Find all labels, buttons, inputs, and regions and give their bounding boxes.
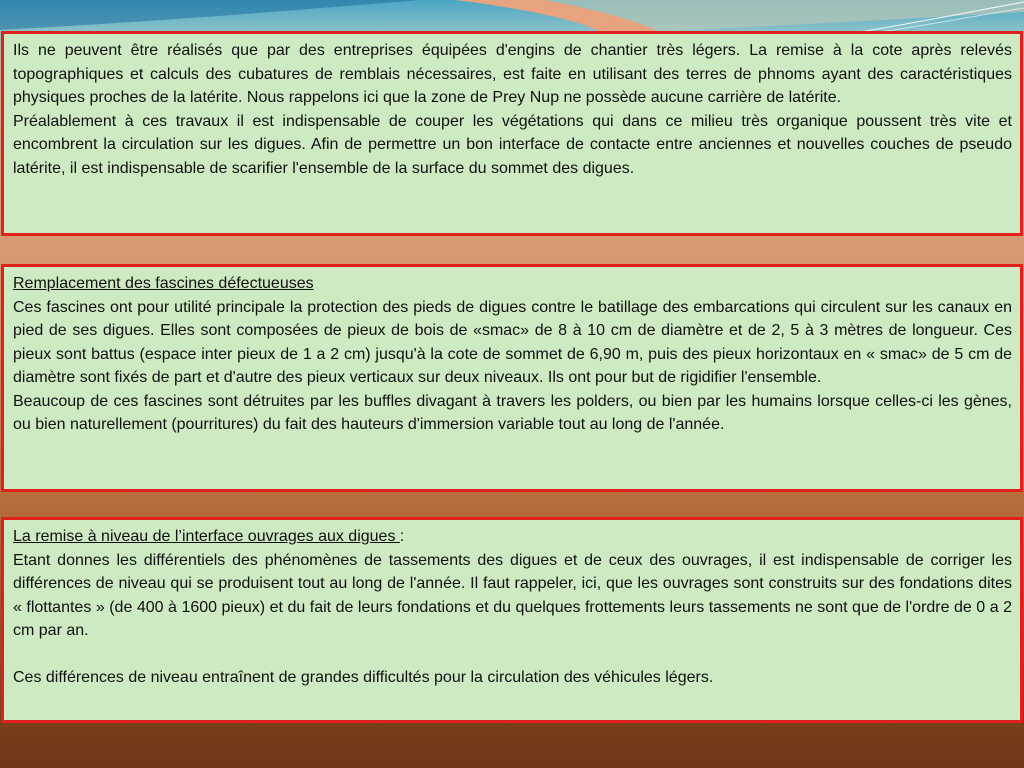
section-heading-text: Remplacement des fascines défectueuses [13,275,314,292]
decorative-swoosh-graphic [0,0,1024,32]
paragraph: Ces différences de niveau entraînent de grandes difficultés pour la circulation des véhicules légers. [13,669,714,686]
paragraph-spacer [13,643,1012,667]
section-heading-text: La remise à niveau de l’interface ouvrages aux digues [13,528,400,545]
paragraph: Préalablement à ces travaux il est indispensable de couper les végétations qui dans ce milieu très organique poussent très vite et encombrent la circulation sur les digues. Afin de permettre un bon interface de contacte entre anciennes et nouvelles couches de pseudo latérite, il est indispensable de scarifier l'ensemble de la surface du sommet des digues. [13,112,1012,177]
paragraph: Ils ne peuvent être réalisés que par des entreprises équipées d'engins de chantier très légers. La remise à la cote après relevés topographiques et calculs des cubatures de remblais nécessaires, est faite en utilisant des terres de phnoms ayant des caractéristiques physiques proches de la latérite. Nous rappelons ici que la zone de Prey Nup ne possède aucune carrière de latérite. [13,42,1012,106]
decorative-header-band [0,0,1024,32]
paragraph: Ces fascines ont pour utilité principale la protection des pieds de digues contre le batillage des embarcations qui circulent sur les canaux en pied de ses digues. Elles sont composées de pieux de bois de «smac» de 8 à 10 cm de diamètre et de 2, 5 à 3 mètres de longueur. Ces pieux sont battus (espace inter pieux de 1 a 2 cm) jusqu'à la cote de sommet de 6,90 m, puis des pieux horizontaux en « smac» de 5 cm de diamètre sont fixés de part et d'autre des pieux verticaux sur deux niveaux. Ils ont pour but de rigidifier l'ensemble. [13,298,1012,386]
section-heading [13,525,1012,549]
text-panel-fascines [1,264,1023,492]
text-panel-travaux [1,31,1023,236]
section-heading [13,272,1012,296]
paragraph: Etant donnes les différentiels des phénomènes de tassements des digues et de ceux des ouvrages, il est indispensable de corriger les différences de niveau qui se produisent tout au long de l'année. Il faut rappeler, ici, que les ouvrages sont construits sur des fondations dites « flottantes » (de 400 à 1600 pieux) et du fait de leurs fondations et du quelques frottements leurs tassements ne sont que de l'ordre de 0 a 2 cm par an. [13,551,1012,639]
paragraph: Beaucoup de ces fascines sont détruites par les buffles divagant à travers les polders, ou bien par les humains lorsque celles-ci les gènes, ou bien naturellement (pourritures) du fait des hauteurs d'immersion variable tout au long de l'année. [13,392,1012,433]
heading-suffix: : [399,528,405,545]
text-panel-interface-ouvrages [1,517,1023,723]
